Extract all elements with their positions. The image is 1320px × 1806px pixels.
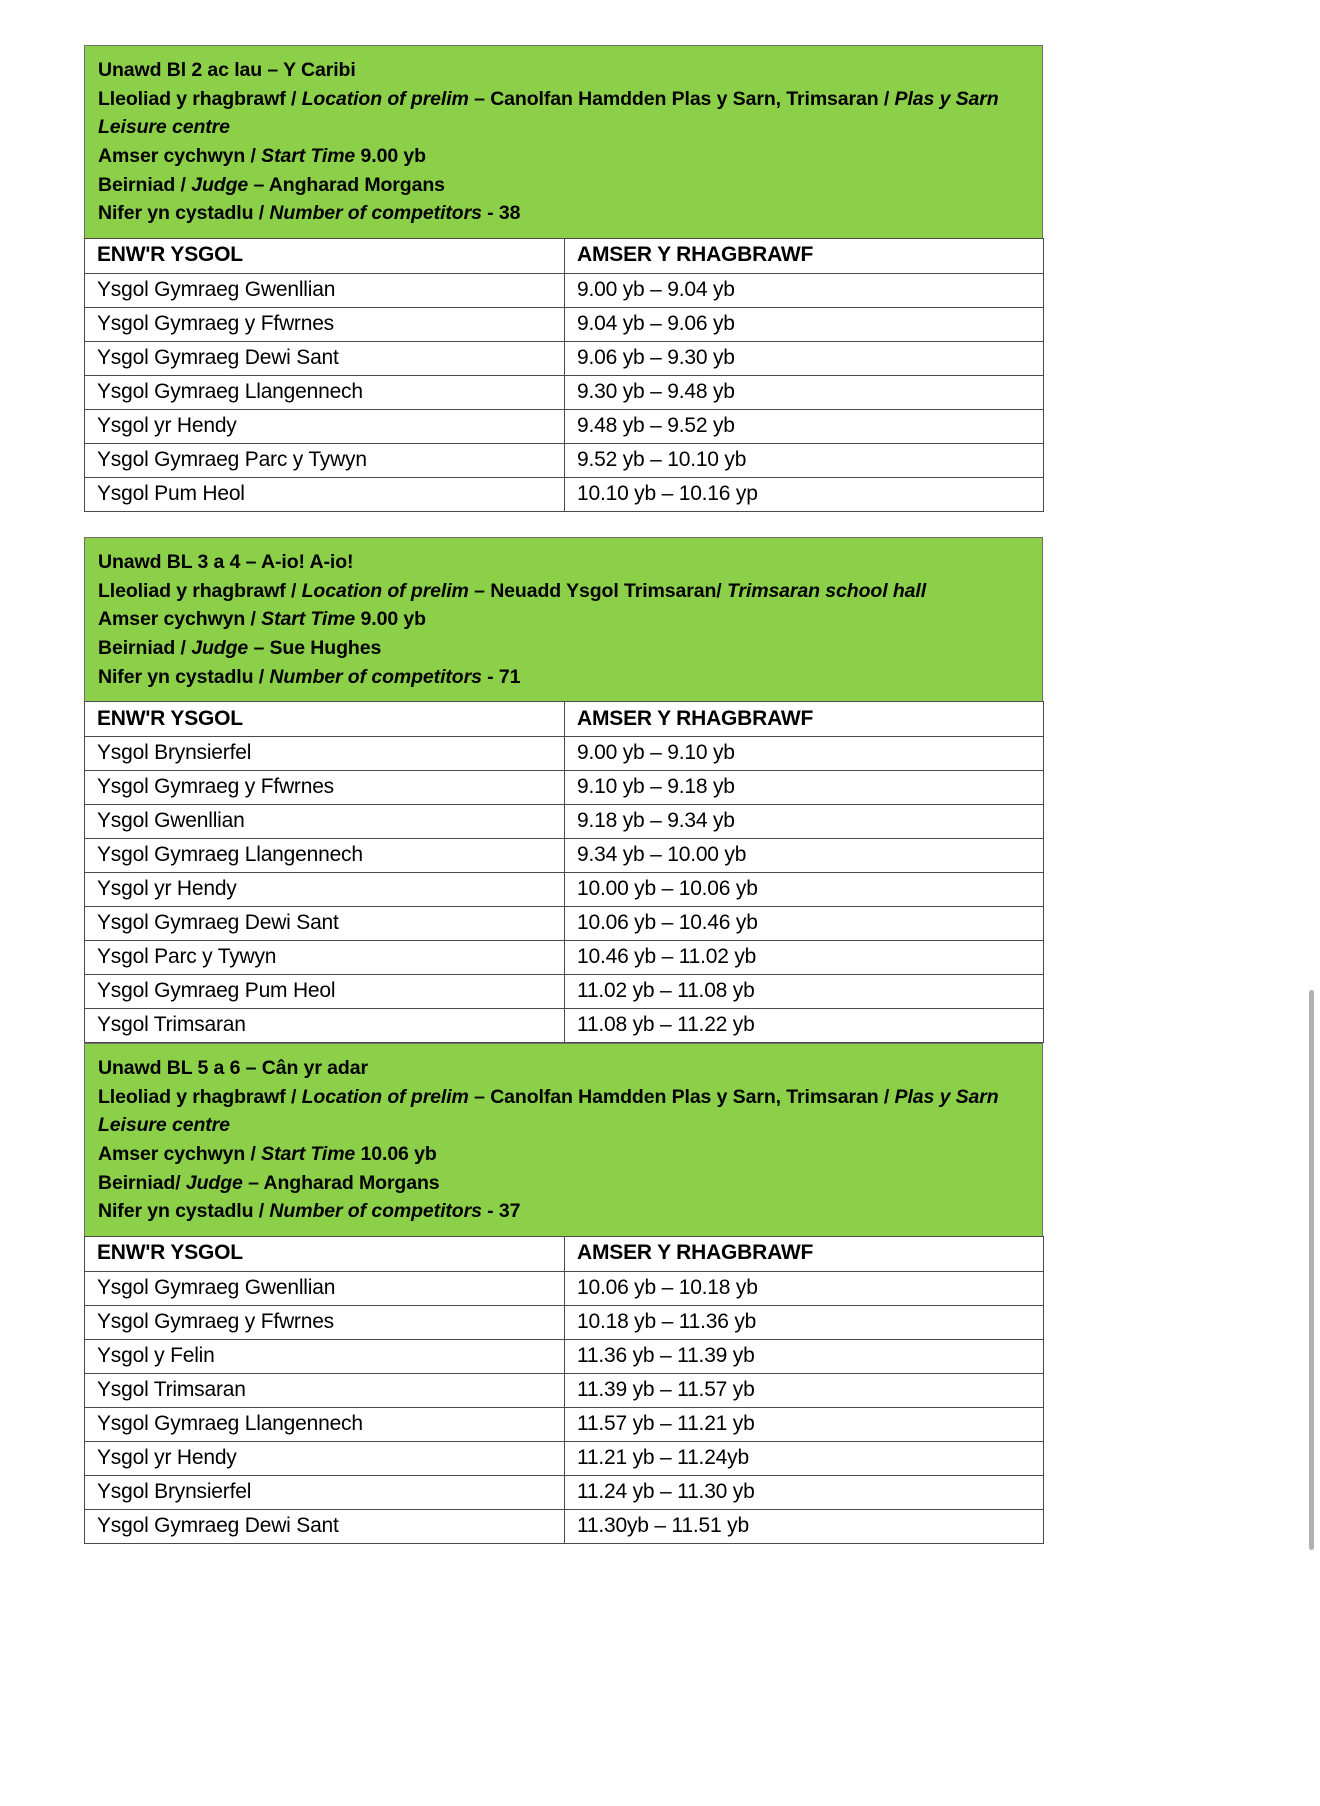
cell-school-name: Ysgol Gymraeg Llangennech [85, 839, 565, 873]
table-row [85, 771, 1044, 805]
cell-school-name: Ysgol Gymraeg y Ffwrnes [85, 1305, 565, 1339]
section-title: Unawd BL 5 a 6 – Cân yr adar [98, 1057, 368, 1079]
section-location: Lleoliad y rhagbrawf / Location of prelim – Canolfan Hamdden Plas y Sarn, Trimsaran / Plas y Sarn Leisure centre [98, 87, 999, 139]
table-row [85, 443, 1044, 477]
cell-school-name: Ysgol Brynsierfel [85, 737, 565, 771]
section-header [84, 45, 1043, 238]
table-row [85, 975, 1044, 1009]
competition-section [84, 1043, 1043, 1544]
cell-prelim-time: 11.39 yb – 11.57 yb [565, 1373, 1044, 1407]
schedule-table [84, 701, 1044, 1043]
section-start-time: Amser cychwyn / Start Time 9.00 yb [98, 144, 426, 167]
table-header-row [85, 238, 1044, 273]
cell-prelim-time: 9.06 yb – 9.30 yb [565, 341, 1044, 375]
cell-prelim-time: 11.30yb – 11.51 yb [565, 1509, 1044, 1543]
cell-school-name: Ysgol Gymraeg Llangennech [85, 375, 565, 409]
table-row [85, 1441, 1044, 1475]
cell-prelim-time: 11.02 yb – 11.08 yb [565, 975, 1044, 1009]
cell-school-name: Ysgol Gymraeg Gwenllian [85, 1271, 565, 1305]
cell-prelim-time: 9.34 yb – 10.00 yb [565, 839, 1044, 873]
cell-school-name: Ysgol Gymraeg Dewi Sant [85, 1509, 565, 1543]
cell-prelim-time: 10.18 yb – 11.36 yb [565, 1305, 1044, 1339]
cell-school-name: Ysgol Trimsaran [85, 1009, 565, 1043]
cell-prelim-time: 9.48 yb – 9.52 yb [565, 409, 1044, 443]
table-header-row [85, 1236, 1044, 1271]
table-row [85, 941, 1044, 975]
cell-school-name: Ysgol Brynsierfel [85, 1475, 565, 1509]
table-row [85, 1407, 1044, 1441]
table-row [85, 737, 1044, 771]
table-row [85, 1509, 1044, 1543]
cell-prelim-time: 11.36 yb – 11.39 yb [565, 1339, 1044, 1373]
section-start-time: Amser cychwyn / Start Time 9.00 yb [98, 608, 426, 631]
cell-prelim-time: 9.00 yb – 9.04 yb [565, 273, 1044, 307]
table-header-row [85, 702, 1044, 737]
section-judge: Beirniad / Judge – Sue Hughes [98, 636, 382, 659]
cell-prelim-time: 9.04 yb – 9.06 yb [565, 307, 1044, 341]
cell-prelim-time: 9.10 yb – 9.18 yb [565, 771, 1044, 805]
table-row [85, 273, 1044, 307]
schedule-table [84, 238, 1044, 512]
table-body [85, 273, 1044, 511]
table-body [85, 737, 1044, 1043]
table-row [85, 375, 1044, 409]
cell-school-name: Ysgol yr Hendy [85, 1441, 565, 1475]
cell-school-name: Ysgol Gymraeg Dewi Sant [85, 907, 565, 941]
section-competitors: Nifer yn cystadlu / Number of competitors - 71 [98, 665, 521, 688]
column-header-time: AMSER Y RHAGBRAWF [565, 238, 1044, 273]
table-row [85, 873, 1044, 907]
column-header-school: ENW'R YSGOL [85, 702, 565, 737]
table-row [85, 409, 1044, 443]
table-row [85, 307, 1044, 341]
cell-school-name: Ysgol Trimsaran [85, 1373, 565, 1407]
table-row [85, 1305, 1044, 1339]
cell-prelim-time: 11.24 yb – 11.30 yb [565, 1475, 1044, 1509]
cell-prelim-time: 9.52 yb – 10.10 yb [565, 443, 1044, 477]
cell-prelim-time: 9.30 yb – 9.48 yb [565, 375, 1044, 409]
cell-school-name: Ysgol Gymraeg y Ffwrnes [85, 771, 565, 805]
cell-school-name: Ysgol Gwenllian [85, 805, 565, 839]
cell-prelim-time: 10.10 yb – 10.16 yp [565, 477, 1044, 511]
cell-prelim-time: 11.57 yb – 11.21 yb [565, 1407, 1044, 1441]
table-row [85, 1373, 1044, 1407]
cell-school-name: Ysgol yr Hendy [85, 873, 565, 907]
column-header-school: ENW'R YSGOL [85, 1236, 565, 1271]
table-row [85, 907, 1044, 941]
cell-school-name: Ysgol yr Hendy [85, 409, 565, 443]
section-competitors: Nifer yn cystadlu / Number of competitors - 37 [98, 1200, 521, 1223]
cell-school-name: Ysgol Gymraeg Pum Heol [85, 975, 565, 1009]
cell-school-name: Ysgol y Felin [85, 1339, 565, 1373]
cell-school-name: Ysgol Gymraeg y Ffwrnes [85, 307, 565, 341]
table-row [85, 1339, 1044, 1373]
cell-prelim-time: 11.21 yb – 11.24yb [565, 1441, 1044, 1475]
cell-prelim-time: 10.06 yb – 10.18 yb [565, 1271, 1044, 1305]
table-row [85, 1009, 1044, 1043]
table-row [85, 839, 1044, 873]
cell-school-name: Ysgol Pum Heol [85, 477, 565, 511]
cell-prelim-time: 11.08 yb – 11.22 yb [565, 1009, 1044, 1043]
section-judge: Beirniad/ Judge – Angharad Morgans [98, 1171, 440, 1194]
table-row [85, 341, 1044, 375]
table-row [85, 1271, 1044, 1305]
section-location: Lleoliad y rhagbrawf / Location of prelim – Canolfan Hamdden Plas y Sarn, Trimsaran / Plas y Sarn Leisure centre [98, 1085, 999, 1137]
competition-section [84, 537, 1043, 1043]
cell-school-name: Ysgol Gymraeg Llangennech [85, 1407, 565, 1441]
section-header [84, 537, 1043, 701]
cell-school-name: Ysgol Parc y Tywyn [85, 941, 565, 975]
column-header-time: AMSER Y RHAGBRAWF [565, 1236, 1044, 1271]
cell-prelim-time: 9.18 yb – 9.34 yb [565, 805, 1044, 839]
cell-prelim-time: 10.06 yb – 10.46 yb [565, 907, 1044, 941]
cell-prelim-time: 10.00 yb – 10.06 yb [565, 873, 1044, 907]
section-judge: Beirniad / Judge – Angharad Morgans [98, 173, 445, 196]
cell-school-name: Ysgol Gymraeg Parc y Tywyn [85, 443, 565, 477]
section-header [84, 1043, 1043, 1236]
section-title: Unawd Bl 2 ac lau – Y Caribi [98, 59, 356, 81]
column-header-time: AMSER Y RHAGBRAWF [565, 702, 1044, 737]
schedule-table [84, 1236, 1044, 1544]
table-row [85, 805, 1044, 839]
page-scrollbar[interactable] [1309, 990, 1314, 1550]
column-header-school: ENW'R YSGOL [85, 238, 565, 273]
table-row [85, 477, 1044, 511]
section-location: Lleoliad y rhagbrawf / Location of prelim – Neuadd Ysgol Trimsaran/ Trimsaran school hall [98, 579, 927, 602]
cell-prelim-time: 10.46 yb – 11.02 yb [565, 941, 1044, 975]
table-body [85, 1271, 1044, 1543]
section-competitors: Nifer yn cystadlu / Number of competitors - 38 [98, 202, 521, 225]
cell-school-name: Ysgol Gymraeg Dewi Sant [85, 341, 565, 375]
cell-prelim-time: 9.00 yb – 9.10 yb [565, 737, 1044, 771]
table-row [85, 1475, 1044, 1509]
cell-school-name: Ysgol Gymraeg Gwenllian [85, 273, 565, 307]
section-title: Unawd BL 3 a 4 – A-io! A-io! [98, 551, 354, 573]
section-start-time: Amser cychwyn / Start Time 10.06 yb [98, 1142, 437, 1165]
competition-section [84, 45, 1043, 512]
